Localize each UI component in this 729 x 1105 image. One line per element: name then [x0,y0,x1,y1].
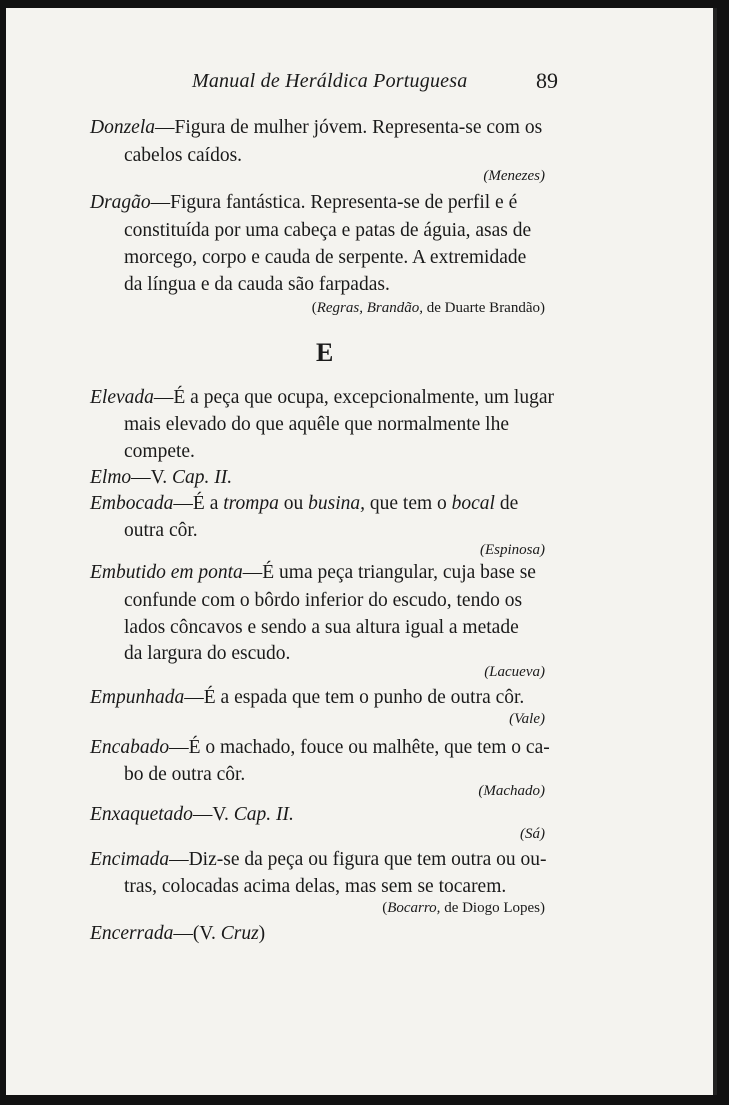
term-embocada: Embocada [90,493,174,514]
entry-empunhada-line1 [90,688,524,708]
term-trompa: trompa [223,493,279,514]
term-embutido-em-ponta: Embutido em ponta [90,562,243,583]
source-text: (Lacueva) [484,664,545,680]
dash: — [184,687,204,708]
page-body [6,8,717,1095]
definition-text: É o machado, fouce ou malhête, que tem o ca- [188,737,550,758]
entry-embutido-line1 [90,563,536,583]
entry-embutido-line4: da largura do escudo. [124,643,291,664]
entry-elevada-line1 [90,388,554,408]
entry-embutido-line2: confunde com o bôrdo inferior do escudo, tendo os [124,590,523,611]
source-espinosa [480,543,545,558]
dash: — [173,493,193,514]
term-empunhada: Empunhada [90,687,185,708]
term-donzela: Donzela [90,117,155,138]
dash: — [155,117,175,138]
term-encabado: Encabado [90,737,170,758]
entry-encerrada [90,924,265,944]
book-page [6,8,717,1095]
dash: — [169,849,189,870]
source-menezes [483,169,545,184]
definition-text: V. [150,467,172,488]
definition-text: É a peça que ocupa, excepcionalmente, um lugar [173,387,555,408]
term-encerrada: Encerrada [90,923,174,944]
dash: — [242,562,263,583]
entry-donzela-line1 [90,118,542,138]
source-text: (Menezes) [483,168,545,184]
definition-text: É a [192,493,224,514]
definition-text: de [494,493,519,514]
definition-text: Figura de mulher jóvem. Representa-se com os [174,117,543,138]
definition-text: É a espada que tem o punho de outra côr. [203,687,525,708]
source-text: (Espinosa) [480,542,545,558]
source-author: de Diogo Lopes) [440,900,545,916]
term-encimada: Encimada [90,849,170,870]
term-elmo: Elmo [90,467,132,488]
entry-dragao-line2: constituída por uma cabeça e patas de águia, asas de [124,220,532,241]
entry-embocada-line1 [90,494,518,514]
definition-text: ou [278,493,309,514]
cross-reference: Cap. II. [233,804,294,825]
term-enxaquetado: Enxaquetado [90,804,193,825]
source-author: de Duarte Brandão) [422,300,545,316]
dash: — [150,192,171,213]
source-vale [509,712,545,727]
dash: — [192,804,213,825]
entry-dragao-line1 [90,193,517,213]
definition-text: V. [212,804,234,825]
source-bocarro [382,901,545,916]
entry-elevada-line2: mais elevado do que aquêle que normalmente lhe [124,414,509,435]
term-busina: busina, [308,493,365,514]
entry-encimada-line1 [90,850,546,870]
entry-embocada-line2: outra côr. [124,520,198,541]
definition-text: Figura fantástica. Representa-se de perfil e é [170,192,518,213]
dash: — [173,923,193,944]
term-elevada: Elevada [90,387,154,408]
definition-text: que tem o [365,493,452,514]
paren: ) [258,923,266,944]
entry-dragao-line3: morcego, corpo e cauda de serpente. A extremidade [124,247,527,268]
source-sa [520,827,545,842]
entry-elmo [90,468,232,488]
source-text: (Sá) [520,826,545,842]
dash: — [153,387,174,408]
source-lacueva [484,665,545,680]
source-machado [478,784,545,799]
source-title: Bocarro, [387,900,441,916]
source-title: Regras, Brandão, [316,300,423,316]
entry-encabado-line2: bo de outra côr. [124,764,246,785]
entry-enxaquetado [90,805,294,825]
entry-encabado-line1 [90,738,550,758]
entry-embutido-line3: lados côncavos e sendo a sua altura igual a metade [124,617,519,638]
dash: — [169,737,189,758]
definition-text: (V. [192,923,221,944]
paren: ( [382,900,388,916]
dash: — [131,467,151,488]
running-title: Manual de Heráldica Portuguesa [192,70,468,92]
source-text: (Vale) [509,711,545,727]
paren: ( [311,300,317,316]
entry-elevada-line3: compete. [124,441,195,462]
term-dragao: Dragão [90,192,151,213]
entry-dragao-line4: da língua e da cauda são farpadas. [124,274,390,295]
entry-encimada-line2: tras, colocadas acima delas, mas sem se tocarem. [124,876,507,897]
definition-text: É uma peça triangular, cuja base se [262,562,536,583]
section-letter: E [316,338,334,367]
source-regras-brandao [312,301,545,316]
entry-donzela-line2: cabelos caídos. [124,145,243,166]
definition-text: Diz-se da peça ou figura que tem outra ou ou- [188,849,547,870]
cross-reference: Cruz [220,923,259,944]
source-text: (Machado) [478,783,545,799]
term-bocal: bocal [451,493,495,514]
cross-reference: Cap. II. [172,467,233,488]
page-number: 89 [536,68,558,93]
